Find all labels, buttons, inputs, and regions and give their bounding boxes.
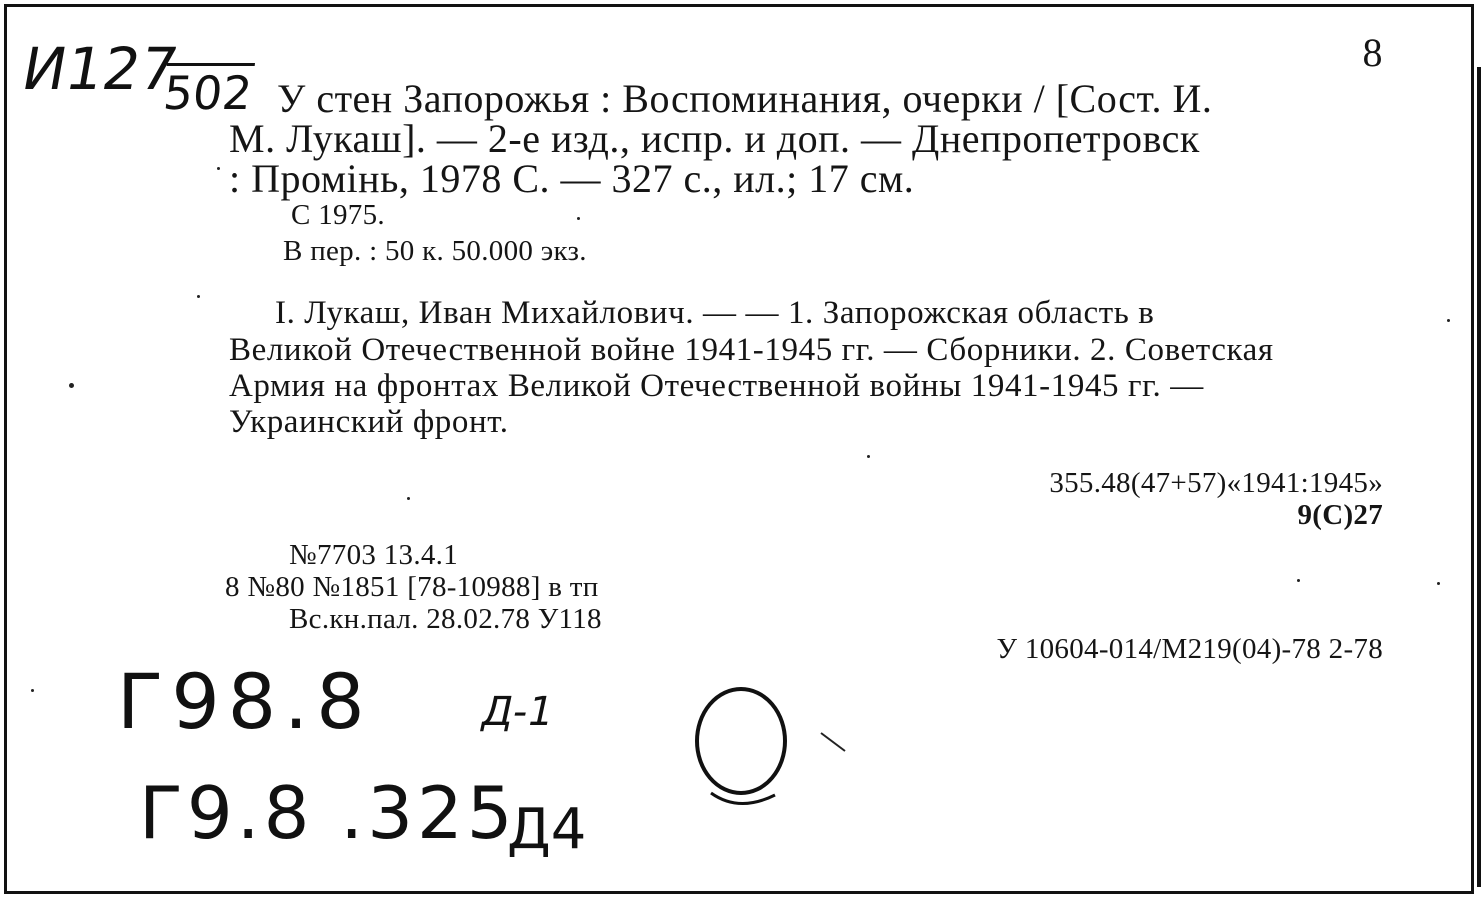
catalog-card <box>4 4 1474 894</box>
subjects-line-2: Великой Отечественной войне 1941-1945 гг. — Сборники. 2. Советская <box>229 332 1274 368</box>
scan-speck <box>1437 582 1440 585</box>
scan-speck <box>867 455 870 458</box>
shelf-mark-note-1: Д-1 <box>477 689 559 735</box>
scan-speck <box>217 167 220 170</box>
udc-index: 355.48(47+57)«1941:1945» <box>1049 467 1383 499</box>
card-edge <box>1477 67 1481 887</box>
scan-speck <box>197 295 200 298</box>
order-code: У 10604-014/М219(04)-78 2-78 <box>996 633 1383 665</box>
circle-mark-icon <box>689 683 799 813</box>
subjects-line-1: I. Лукаш, Иван Михайлович. — — 1. Запорожская область в <box>275 295 1155 331</box>
record-line-3: Вс.кн.пал. 28.02.78 У118 <box>289 603 602 635</box>
subjects-line-3: Армия на фронтах Великой Отечественной войны 1941-1945 гг. — <box>229 368 1204 404</box>
note-line-2: В пер. : 50 к. 50.000 экз. <box>283 235 587 267</box>
record-line-2: 8 №80 №1851 [78-10988] в тп <box>225 571 599 603</box>
shelf-mark-note-2: Д4 <box>507 797 587 862</box>
scan-speck <box>69 383 74 388</box>
title-line-2: М. Лукаш]. — 2-е изд., испр. и доп. — Днепропетровск <box>229 116 1200 161</box>
shelf-mark-handwritten-2: Г9.8 .325 <box>139 771 517 855</box>
title-line-3: : Промінь, 1978 С. — 327 с., ил.; 17 см. <box>229 156 915 201</box>
subjects-line-4: Украинский фронт. <box>229 404 509 440</box>
title-line-1: У стен Запорожья : Воспоминания, очерки / [Сост. И. <box>277 76 1213 121</box>
card-number: 8 <box>1362 30 1383 75</box>
scan-speck <box>407 497 410 500</box>
call-number-handwritten: И127 <box>17 35 184 103</box>
bbk-index: 9(С)27 <box>1297 499 1383 531</box>
note-line-1: С 1975. <box>291 199 385 231</box>
scan-speck <box>1297 579 1300 582</box>
call-number-sub-handwritten: 502 <box>161 63 255 120</box>
scan-speck <box>31 689 34 692</box>
scan-speck <box>577 217 580 220</box>
stray-stroke-icon <box>819 731 849 755</box>
record-line-1: №7703 13.4.1 <box>289 539 459 571</box>
scan-speck <box>1447 319 1450 322</box>
shelf-mark-handwritten-1: Г98.8 <box>117 657 373 746</box>
